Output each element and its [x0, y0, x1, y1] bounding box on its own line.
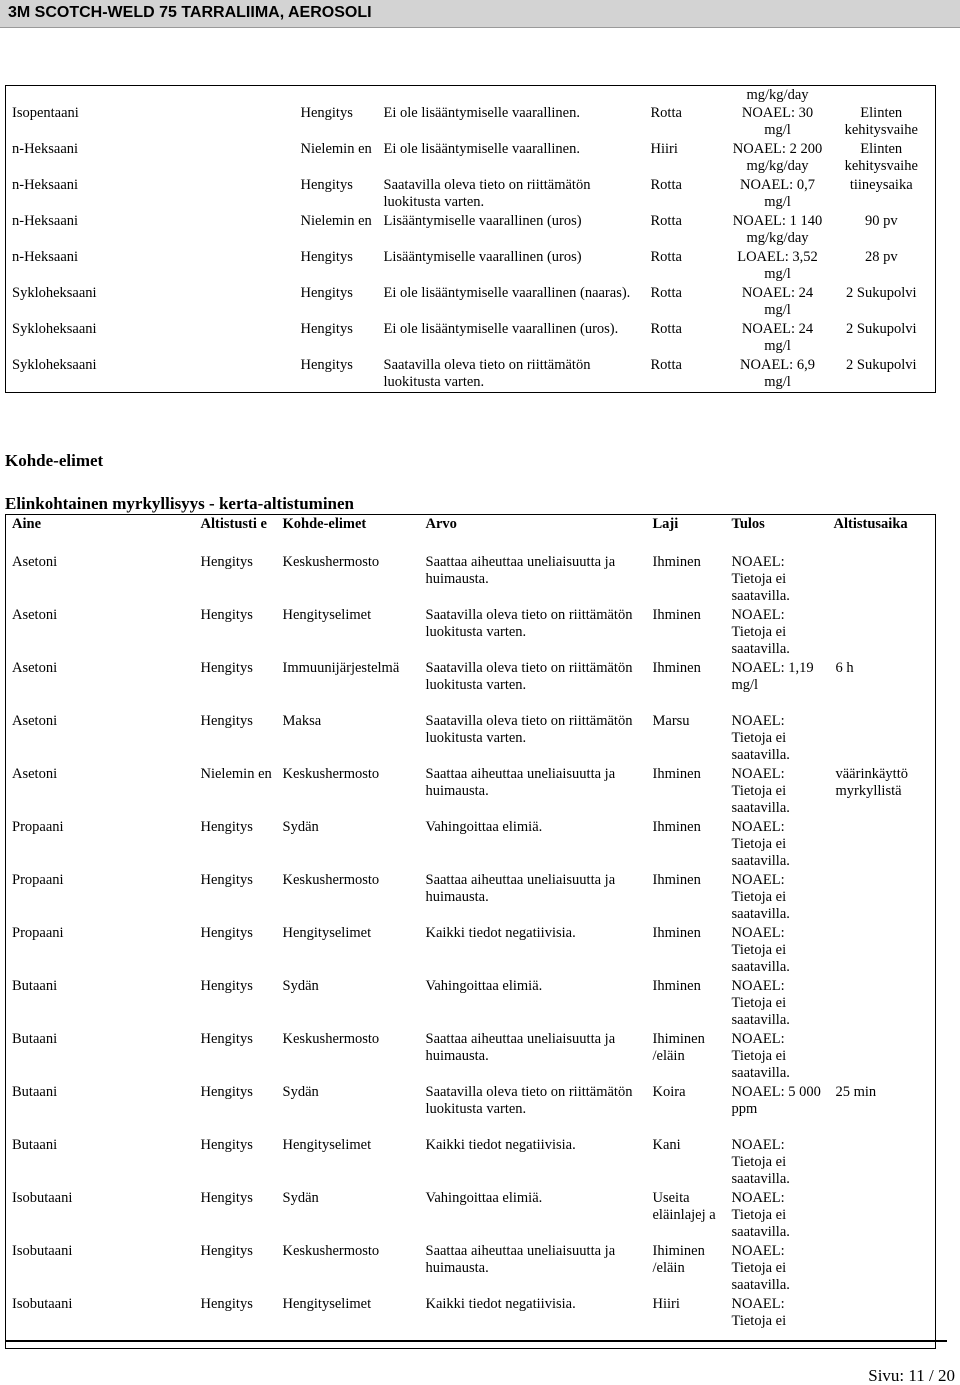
table-cell [828, 1030, 936, 1083]
table-header-row [6, 515, 936, 554]
table-cell: Keskushermosto [282, 1031, 380, 1047]
table-cell: Keskushermosto [282, 872, 380, 888]
table-cell: Hengitys [200, 1137, 253, 1153]
table-cell: NOAEL: Tietoja ei saatavilla. [731, 872, 790, 922]
table-cell: Ihminen [652, 660, 701, 676]
table-cell: Lisääntymiselle vaarallinen (uros) [383, 249, 582, 265]
table-row [6, 871, 936, 924]
table-cell: NOAEL: Tietoja ei saatavilla. [731, 925, 790, 975]
table-cell: Saattaa aiheuttaa uneliaisuutta ja huimausta. [425, 1243, 616, 1276]
table-cell: Sydän [282, 1084, 319, 1100]
table-cell: NOAEL: Tietoja ei saatavilla. [731, 766, 790, 816]
table-row [6, 765, 936, 818]
table-cell: Saattaa aiheuttaa uneliaisuutta ja huimausta. [425, 766, 616, 799]
table-cell: Saatavilla oleva tieto on riittämätön luokitusta varten. [425, 607, 633, 640]
table-row [6, 248, 936, 284]
table-cell: väärinkäyttö myrkyllistä [835, 766, 908, 799]
table-cell: Asetoni [12, 554, 58, 570]
table-row [6, 320, 936, 356]
table-cell: NOAEL: 6,9 mg/l [740, 357, 815, 390]
table-cell: n-Heksaani [12, 177, 79, 193]
table-cell: Maksa [282, 713, 322, 729]
table-cell: NOAEL: Tietoja ei saatavilla. [731, 1190, 790, 1240]
table-row [6, 104, 936, 140]
table-cell [828, 1136, 936, 1189]
table-header-cell: Laji [652, 516, 679, 532]
table-cell: Saattaa aiheuttaa uneliaisuutta ja huimausta. [425, 872, 616, 905]
table-cell: Ei ole lisääntymiselle vaarallinen. [383, 141, 580, 157]
table-cell [645, 86, 728, 105]
table-cell [828, 553, 936, 606]
table-cell: Saattaa aiheuttaa uneliaisuutta ja huimausta. [425, 554, 616, 587]
table-row [6, 176, 936, 212]
table-cell: 28 pv [864, 249, 898, 265]
page-number: Sivu: 11 / 20 [868, 1366, 955, 1385]
table-cell [828, 1242, 936, 1295]
table-cell: Asetoni [12, 660, 58, 676]
table-cell: Ihiminen /eläin [652, 1031, 705, 1064]
table-cell [6, 86, 295, 105]
table-cell: Sydän [282, 819, 319, 835]
table-cell: NOAEL: 2 200 mg/kg/day [732, 141, 823, 174]
table-cell: NOAEL: Tietoja ei saatavilla. [731, 1243, 790, 1293]
table-cell: Isobutaani [12, 1296, 73, 1312]
table-cell: 6 h [835, 660, 854, 676]
section-heading-single-exposure: Elinkohtainen myrkyllisyys - kerta-altistuminen [5, 494, 355, 513]
table-cell: 2 Sukupolvi [846, 357, 917, 373]
table-cell: Hengitys [300, 249, 353, 265]
table-cell: Nielemin en [300, 141, 372, 157]
table-cell: 25 min [835, 1084, 877, 1100]
table-row [6, 140, 936, 176]
table-cell: 2 Sukupolvi [846, 285, 917, 301]
table-cell: Hengitys [300, 285, 353, 301]
document-title: 3M SCOTCH-WELD 75 TARRALIIMA, AEROSOLI [8, 4, 372, 21]
section-heading-target-organs: Kohde-elimet [5, 451, 104, 470]
footer-divider [5, 1340, 947, 1342]
table-cell: Asetoni [12, 607, 58, 623]
table-cell: Koira [652, 1084, 686, 1100]
table-row [6, 659, 936, 712]
table-cell: NOAEL: 1,19 mg/l [731, 660, 814, 693]
table-cell: Hengitys [200, 660, 253, 676]
table-cell [378, 86, 645, 105]
table-cell: Saatavilla oleva tieto on riittämätön luokitusta varten. [425, 660, 633, 693]
table-cell: NOAEL: Tietoja ei saatavilla. [731, 819, 790, 869]
table-cell [828, 606, 936, 659]
table-cell: Hengitys [300, 321, 353, 337]
table-cell: Hengitys [200, 1190, 253, 1206]
table-cell: 2 Sukupolvi [846, 321, 917, 337]
table-cell: NOAEL: 1 140 mg/kg/day [732, 213, 823, 246]
table-cell: Propaani [12, 872, 64, 888]
table-cell: Hengitys [300, 177, 353, 193]
table-cell: Keskushermosto [282, 1243, 380, 1259]
table-cell: Hengitys [300, 357, 353, 373]
table-cell: Propaani [12, 925, 64, 941]
table-cell: Ei ole lisääntymiselle vaarallinen. [383, 105, 580, 121]
table-cell: Ihminen [652, 554, 701, 570]
table-cell: Vahingoittaa elimiä. [425, 1190, 543, 1206]
table-row [6, 712, 936, 765]
table-cell: Hengityselimet [282, 607, 372, 623]
table-cell: n-Heksaani [12, 213, 79, 229]
table-cell: Sydän [282, 978, 319, 994]
table-cell: Useita eläinlajej a [652, 1190, 716, 1223]
table-cell: NOAEL: 24 mg/l [741, 321, 814, 354]
table-cell: Rotta [650, 285, 682, 301]
table-cell: NOAEL: 0,7 mg/l [740, 177, 815, 210]
table-cell: NOAEL: Tietoja ei saatavilla. [731, 1137, 790, 1187]
table-cell [828, 818, 936, 871]
table-cell: Vahingoittaa elimiä. [425, 819, 543, 835]
table-cell: Butaani [12, 1137, 58, 1153]
table-row [6, 356, 936, 392]
table-row [6, 1083, 936, 1136]
table-cell: Sykloheksaani [12, 321, 97, 337]
table-cell: Saatavilla oleva tieto on riittämätön luokitusta varten. [383, 357, 591, 390]
table-cell: Kaikki tiedot negatiivisia. [425, 925, 576, 941]
table-cell: Rotta [650, 249, 682, 265]
table-cell [295, 86, 378, 105]
table-cell: Ihminen [652, 872, 701, 888]
table-cell: Asetoni [12, 766, 58, 782]
table-header-cell: Tulos [731, 516, 765, 532]
table-cell: Hengitys [300, 105, 353, 121]
table-cell: NOAEL: 30 mg/l [741, 105, 814, 138]
table-cell: Hengitys [200, 819, 253, 835]
table-cell: Hengitys [200, 713, 253, 729]
table-cell: Isobutaani [12, 1190, 73, 1206]
table-cell: Rotta [650, 357, 682, 373]
table-cell: NOAEL: Tietoja ei saatavilla. [731, 1031, 790, 1081]
table-cell: Hengitys [200, 1296, 253, 1312]
table-cell: Hengitys [200, 1031, 253, 1047]
table-cell [828, 86, 936, 105]
table-cell: Hengitys [200, 978, 253, 994]
table-cell: NOAEL: Tietoja ei saatavilla. [731, 713, 790, 763]
table-cell: Keskushermosto [282, 554, 380, 570]
table-cell: Saatavilla oleva tieto on riittämätön luokitusta varten. [425, 1084, 633, 1117]
table-cell: Lisääntymiselle vaarallinen (uros) [383, 213, 582, 229]
table-cell: Saatavilla oleva tieto on riittämätön luokitusta varten. [383, 177, 591, 210]
table-cell: Rotta [650, 177, 682, 193]
table-cell: Elinten kehitysvaihe [844, 141, 918, 174]
table-cell: Kani [652, 1137, 681, 1153]
table-cell [828, 871, 936, 924]
table-cell: Ihminen [652, 607, 701, 623]
table-cell: Hengityselimet [282, 1137, 372, 1153]
table-cell: mg/kg/day [746, 87, 809, 103]
table-cell: Saattaa aiheuttaa uneliaisuutta ja huimausta. [425, 1031, 616, 1064]
table-cell: Isobutaani [12, 1243, 73, 1259]
table-cell: Ihminen [652, 925, 701, 941]
table-cell: Asetoni [12, 713, 58, 729]
table-cell: Kaikki tiedot negatiivisia. [425, 1296, 576, 1312]
table-cell: Butaani [12, 978, 58, 994]
table-header-cell: Arvo [425, 516, 457, 532]
table-cell [828, 977, 936, 1030]
table-cell: Rotta [650, 213, 682, 229]
table-cell: LOAEL: 3,52 mg/l [737, 249, 818, 282]
table-cell: Isopentaani [12, 105, 79, 121]
table-row [6, 1189, 936, 1242]
table-cell: Rotta [650, 105, 682, 121]
table-row [6, 1242, 936, 1295]
table-cell: Sykloheksaani [12, 285, 97, 301]
table-cell: n-Heksaani [12, 249, 79, 265]
table-cell: Hengitys [200, 607, 253, 623]
table-cell: n-Heksaani [12, 141, 79, 157]
table-cell: Propaani [12, 819, 64, 835]
table-cell: Immuunijärjestelmä [282, 660, 400, 676]
table-cell: Nielemin en [300, 213, 372, 229]
table-cell: Hengitys [200, 925, 253, 941]
table-cell: Hengitys [200, 554, 253, 570]
table-row [6, 284, 936, 320]
table-header-cell: Aine [12, 516, 41, 532]
table-header-cell: Altistusaika [833, 516, 908, 532]
table-row [6, 924, 936, 977]
table-row [6, 553, 936, 606]
table-cell: NOAEL: Tietoja ei [731, 1296, 787, 1329]
table-cell: Butaani [12, 1084, 58, 1100]
table-cell: Hengitys [200, 1084, 253, 1100]
table-cell [828, 924, 936, 977]
table-row [6, 212, 936, 248]
table-cell: Hengityselimet [282, 925, 372, 941]
table-row [6, 977, 936, 1030]
document-header [0, 0, 960, 28]
table-cell: 90 pv [864, 213, 898, 229]
table-cell: Hiiri [650, 141, 678, 157]
table-cell: NOAEL: 5 000 ppm [731, 1084, 821, 1117]
table-cell: Marsu [652, 713, 690, 729]
table-cell: Vahingoittaa elimiä. [425, 978, 543, 994]
table-cell: Butaani [12, 1031, 58, 1047]
table-header-cell: Kohde-elimet [282, 516, 367, 532]
table-row [6, 818, 936, 871]
table-cell: tiineysaika [849, 177, 913, 193]
table-cell: Hengityselimet [282, 1296, 372, 1312]
table-row [6, 1136, 936, 1189]
table-cell: Kaikki tiedot negatiivisia. [425, 1137, 576, 1153]
table-cell: Ihminen [652, 819, 701, 835]
table-cell: Ei ole lisääntymiselle vaarallinen (naaras). [383, 285, 631, 301]
table-cell [828, 712, 936, 765]
table-cell: Rotta [650, 321, 682, 337]
table-cell: NOAEL: Tietoja ei saatavilla. [731, 607, 790, 657]
table-cell: Ei ole lisääntymiselle vaarallinen (uros). [383, 321, 619, 337]
table-cell: Saatavilla oleva tieto on riittämätön luokitusta varten. [425, 713, 633, 746]
table-cell: Sykloheksaani [12, 357, 97, 373]
reproductive-toxicity-table [5, 85, 936, 393]
table-cell: Keskushermosto [282, 766, 380, 782]
table-cell: Hengitys [200, 872, 253, 888]
table-cell: Nielemin en [200, 766, 272, 782]
table-cell: Sydän [282, 1190, 319, 1206]
table-cell: NOAEL: Tietoja ei saatavilla. [731, 978, 790, 1028]
table-cell [828, 1189, 936, 1242]
table-cell: Ihiminen /eläin [652, 1243, 705, 1276]
table-cell: Ihminen [652, 766, 701, 782]
table-cell: Hiiri [652, 1296, 680, 1312]
table-header-cell: Altistusti e [200, 516, 267, 532]
table-cell: Elinten kehitysvaihe [844, 105, 918, 138]
table-row [6, 606, 936, 659]
single-exposure-table [5, 514, 936, 1349]
table-cell: Ihminen [652, 978, 701, 994]
table-row [6, 1030, 936, 1083]
table-cell: Hengitys [200, 1243, 253, 1259]
table-cell: NOAEL: Tietoja ei saatavilla. [731, 554, 790, 604]
table-cell: NOAEL: 24 mg/l [741, 285, 814, 318]
